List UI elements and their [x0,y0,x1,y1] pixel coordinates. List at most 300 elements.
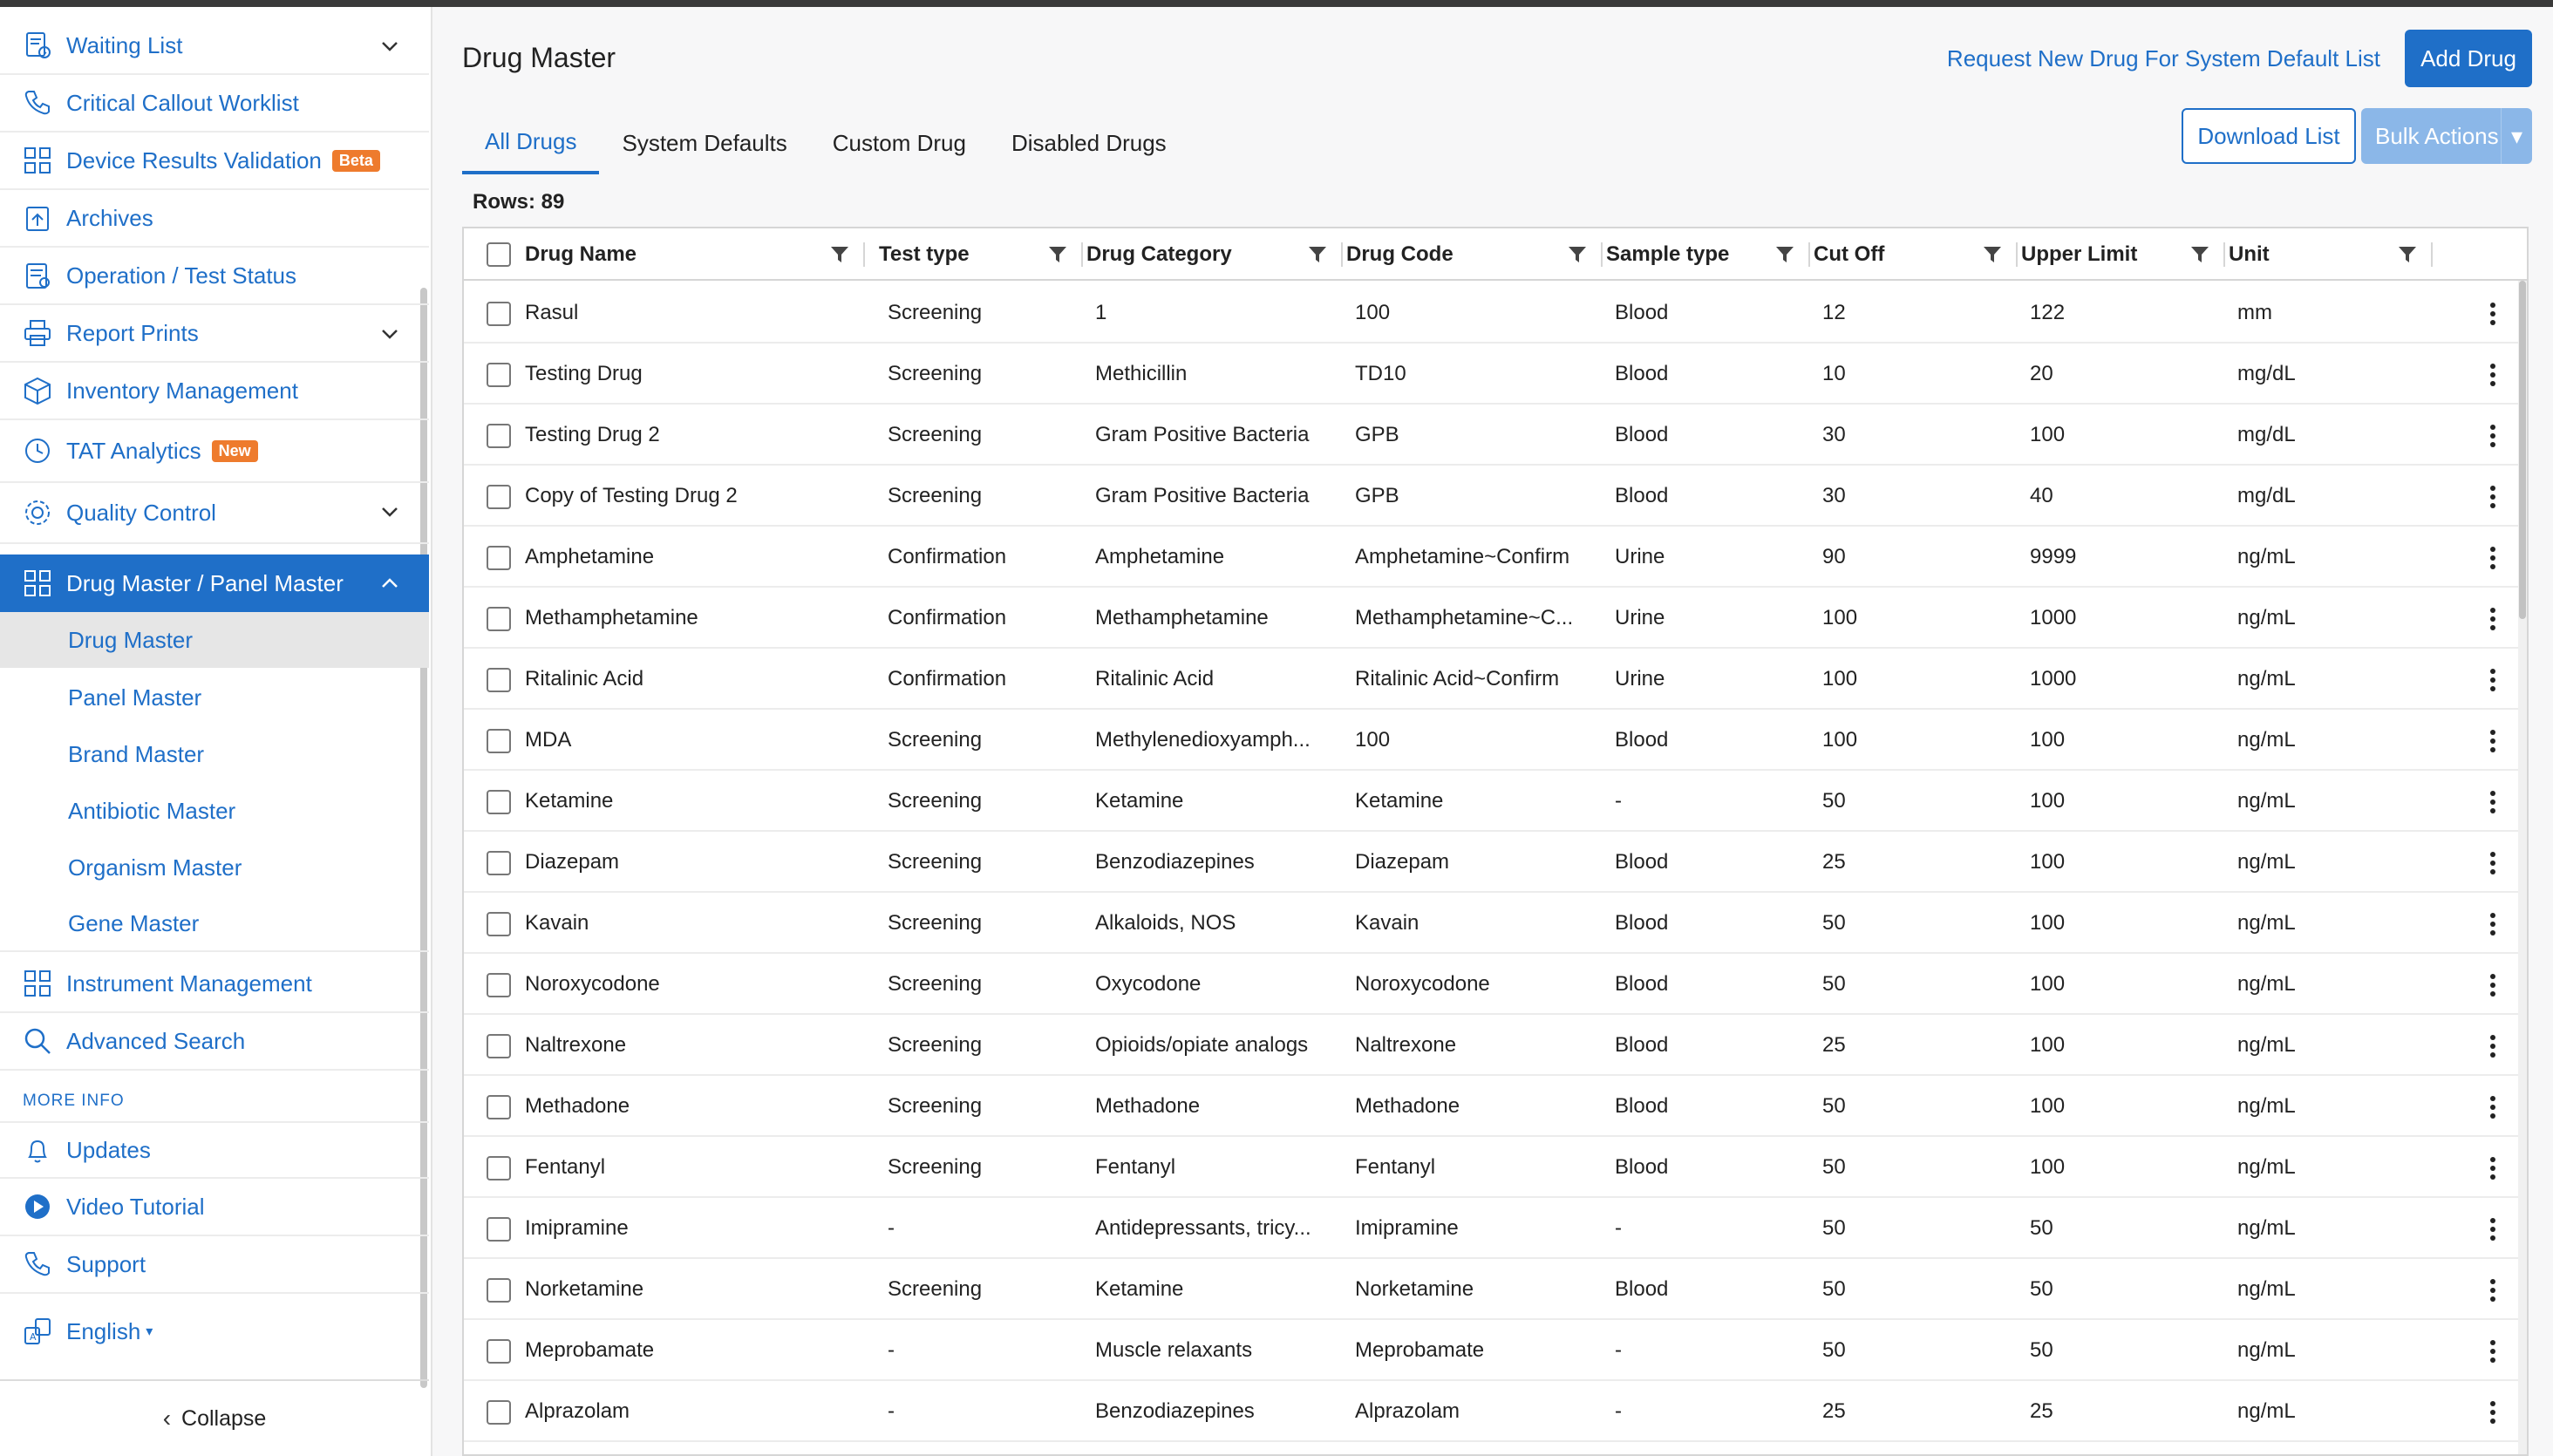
row-checkbox[interactable] [487,1034,511,1058]
more-actions-icon[interactable] [2488,912,2497,936]
table-cell: 50 [1822,1094,1846,1118]
table-cell: - [1615,1399,1622,1423]
more-actions-icon[interactable] [2488,1278,2497,1303]
sidebar-subitem-label: Antibiotic Master [68,797,236,824]
row-checkbox[interactable] [487,1217,511,1242]
column-header[interactable] [1606,228,1807,281]
column-separator[interactable] [1808,242,1810,267]
table-cell: Ritalinic Acid [525,667,644,691]
sidebar-item-label: Device Results Validation [66,146,322,173]
column-header-label: Sample type [1606,242,1730,266]
table-cell: Alkaloids, NOS [1095,911,1236,935]
table-cell: Naltrexone [525,1033,627,1057]
table-cell: 50 [2030,1277,2053,1301]
row-checkbox[interactable] [487,851,511,875]
table-cell: Copy of Testing Drug 2 [525,484,738,507]
column-header-label: Drug Code [1346,242,1454,266]
grid-icon [19,965,56,1002]
table-cell: Ritalinic Acid [1095,667,1215,691]
table-cell: Ritalinic Acid~Confirm [1355,667,1560,691]
top-bar [0,0,2553,7]
table-cell: 12 [1822,301,1846,324]
table-cell: 100 [2030,423,2066,446]
table-cell: TD10 [1355,362,1406,385]
table-cell: 50 [1822,789,1846,813]
sidebar-item-instrument-management[interactable] [0,956,429,1013]
sidebar-item-label: Report Prints [66,319,199,346]
table-cell: Blood [1615,728,1669,752]
row-checkbox[interactable] [487,1278,511,1303]
collapse-label: Collapse [181,1405,267,1431]
column-header[interactable] [1814,228,2014,281]
table-cell: 50 [1822,1277,1846,1301]
table-cell: Screening [888,362,983,385]
filter-icon[interactable] [1775,246,1794,263]
more-actions-icon[interactable] [2488,729,2497,753]
table-row[interactable] [464,405,2527,466]
table-cell: 9999 [2030,545,2077,568]
column-header[interactable] [525,228,861,281]
table-cell: 100 [2030,789,2066,813]
download-list-button[interactable]: Download List [2182,108,2356,164]
table-cell: mg/dL [2237,362,2296,385]
rows-count: Rows: 89 [473,190,565,214]
table-cell: 1000 [2030,667,2077,691]
table-cell: 20 [2030,362,2053,385]
table-cell: ng/mL [2237,1277,2296,1301]
table-row[interactable] [464,282,2527,344]
filter-icon[interactable] [2190,246,2209,263]
row-checkbox[interactable] [487,302,511,326]
archive-icon [19,200,56,236]
column-separator[interactable] [2431,242,2433,267]
sidebar-item-advanced-search[interactable] [0,1013,429,1071]
table-cell: Diazepam [525,850,620,874]
table-cell: 50 [1822,1216,1846,1240]
table-cell: Screening [888,1155,983,1179]
table-cell: Diazepam [1355,850,1450,874]
chevron-up-icon[interactable] [377,570,403,596]
page-title: Drug Master [462,42,616,73]
table-cell: 25 [2030,1399,2053,1423]
row-checkbox[interactable] [487,790,511,814]
table-cell: Amphetamine [525,545,655,568]
table-cell: ng/mL [2237,972,2296,996]
sidebar-item-label: Operation / Test Status [66,262,296,289]
table-cell: Screening [888,911,983,935]
column-header[interactable] [879,228,1079,281]
table-cell: 100 [1822,728,1858,752]
beta-badge: Beta [332,150,380,172]
sidebar-item-label: TAT Analytics [66,437,201,464]
table-cell: Norketamine [525,1277,644,1301]
table-row[interactable] [464,1320,2527,1381]
table-cell: 100 [2030,728,2066,752]
column-header-label: Test type [879,242,970,266]
table-cell: Screening [888,972,983,996]
table-cell: Benzodiazepines [1095,1399,1255,1423]
search-icon [19,1023,56,1059]
table-cell: 100 [1355,728,1391,752]
row-checkbox[interactable] [487,1156,511,1180]
caret-down-icon: ▾ [146,1324,153,1339]
bell-icon [19,1132,56,1168]
table-cell: Methylenedioxyamph... [1095,728,1311,752]
table-cell: Meprobamate [1355,1338,1485,1362]
phone-icon [19,85,56,121]
row-checkbox[interactable] [487,1400,511,1425]
column-header-label: Drug Name [525,242,637,266]
table-cell: GPB [1355,423,1399,446]
clipboard-icon [19,257,56,294]
table-cell: 100 [2030,850,2066,874]
table-row[interactable] [464,832,2527,893]
table-cell: ng/mL [2237,1094,2296,1118]
table-cell: GPB [1355,484,1399,507]
table-cell: Amphetamine [1095,545,1225,568]
table-cell: Amphetamine~Confirm [1355,545,1570,568]
sidebar-item-tat-analytics[interactable] [0,420,429,483]
grid-icon [19,565,56,602]
column-separator[interactable] [863,242,865,267]
table-cell: 50 [2030,1216,2053,1240]
column-header-label: Drug Category [1086,242,1232,266]
more-actions-icon[interactable] [2488,668,2497,692]
table-cell: Screening [888,1277,983,1301]
sidebar-item-label: Critical Callout Worklist [66,89,299,116]
table-cell: Screening [888,484,983,507]
select-all-checkbox[interactable] [487,242,511,267]
sidebar-item-updates[interactable] [0,1121,429,1179]
table-cell: Noroxycodone [1355,972,1490,996]
sidebar-item-label: Instrument Management [66,970,312,997]
table-cell: Testing Drug [525,362,643,385]
table-cell: 100 [2030,1155,2066,1179]
more-actions-icon[interactable] [2488,607,2497,631]
more-actions-icon[interactable] [2488,851,2497,875]
more-actions-icon[interactable] [2488,1156,2497,1180]
column-separator[interactable] [1341,242,1343,267]
sidebar-subitem-label: Brand Master [68,740,205,767]
table-cell: Fentanyl [1355,1155,1436,1179]
table-row[interactable] [464,1076,2527,1137]
more-actions-icon[interactable] [2488,424,2497,448]
chevron-down-icon[interactable] [377,499,403,525]
table-cell: Kavain [525,911,589,935]
more-info-label: MORE INFO [23,1092,125,1110]
table-cell: Methamphetamine~C... [1355,606,1574,629]
table-cell: Blood [1615,423,1669,446]
table-cell: 50 [1822,1338,1846,1362]
column-header[interactable] [1086,228,1339,281]
sidebar-item-label: Quality Control [66,499,216,526]
more-actions-icon[interactable] [2488,1339,2497,1364]
table-cell: 100 [1822,667,1858,691]
gear-icon [19,494,56,531]
column-separator[interactable] [1601,242,1603,267]
table-cell: ng/mL [2237,1155,2296,1179]
table-cell: Screening [888,728,983,752]
bulk-actions-label: Bulk Actions [2375,122,2499,149]
table-cell: Blood [1615,1094,1669,1118]
table-cell: ng/mL [2237,1216,2296,1240]
table-cell: Meprobamate [525,1338,655,1362]
table-cell: 1 [1095,301,1107,324]
table-cell: Norketamine [1355,1277,1474,1301]
table-row[interactable] [464,710,2527,771]
row-checkbox[interactable] [487,973,511,997]
table-cell: Gram Positive Bacteria [1095,484,1310,507]
sidebar-item-drug-master[interactable] [0,555,429,612]
sidebar-item-waiting-list[interactable] [0,17,429,75]
filter-icon[interactable] [1308,246,1327,263]
row-checkbox[interactable] [487,1339,511,1364]
table-cell: ng/mL [2237,911,2296,935]
request-new-drug-link[interactable]: Request New Drug For System Default List [1946,45,2380,71]
sidebar-subitem-drug-master[interactable] [0,612,429,668]
column-separator[interactable] [2223,242,2225,267]
table-cell: Naltrexone [1355,1033,1457,1057]
table-cell: - [888,1216,895,1240]
row-checkbox[interactable] [487,363,511,387]
table-cell: 25 [1822,1033,1846,1057]
more-actions-icon[interactable] [2488,790,2497,814]
more-actions-icon[interactable] [2488,1217,2497,1242]
table-cell: Blood [1615,301,1669,324]
table-cell: ng/mL [2237,545,2296,568]
table-cell: Benzodiazepines [1095,850,1255,874]
table-cell: 50 [1822,911,1846,935]
clock-icon [19,432,56,469]
table-header [464,228,2527,281]
table-cell: Alprazolam [1355,1399,1460,1423]
table-cell: Antidepressants, tricy... [1095,1216,1311,1240]
table-cell: Fentanyl [525,1155,606,1179]
table-scrollbar[interactable] [2518,281,2527,1456]
table-row[interactable] [464,1381,2527,1442]
table-cell: 25 [1822,1399,1846,1423]
table-cell: Confirmation [888,545,1007,568]
sidebar-subitem-label: Organism Master [68,854,242,881]
table-row[interactable] [464,344,2527,405]
table-row[interactable] [464,649,2527,710]
sidebar-subitem-antibiotic-master[interactable] [0,783,429,839]
sidebar-item-archives[interactable] [0,190,429,248]
table-row[interactable] [464,893,2527,954]
table-cell: 100 [1822,606,1858,629]
table-cell: 100 [2030,1094,2066,1118]
main-content [434,7,2553,1456]
table-cell: Alprazolam [525,1399,630,1423]
column-separator[interactable] [1081,242,1083,267]
table-cell: ng/mL [2237,1033,2296,1057]
column-header-label: Unit [2229,242,2270,266]
table-cell: ng/mL [2237,1399,2296,1423]
play-icon [19,1188,56,1225]
sidebar-item-label: Advanced Search [66,1027,246,1054]
column-header-label: Cut Off [1814,242,1885,266]
table-cell: Blood [1615,911,1669,935]
table-cell: ng/mL [2237,667,2296,691]
table-cell: Rasul [525,301,579,324]
table-cell: Imipramine [525,1216,629,1240]
filter-icon[interactable] [2398,246,2417,263]
add-drug-button[interactable]: Add Drug [2405,30,2532,87]
table-cell: ng/mL [2237,850,2296,874]
tab-all-drugs[interactable]: All Drugs [462,112,599,174]
filter-icon[interactable] [1048,246,1067,263]
table-cell: mg/dL [2237,484,2296,507]
chevron-left-icon: ‹ [162,1405,172,1432]
row-checkbox[interactable] [487,729,511,753]
language-selector[interactable] [0,1303,429,1360]
tab-system-defaults[interactable]: System Defaults [622,129,787,156]
column-header-label: Upper Limit [2021,242,2138,266]
table-cell: ng/mL [2237,606,2296,629]
row-checkbox[interactable] [487,424,511,448]
column-header[interactable] [2229,228,2429,281]
table-cell: Methadone [1095,1094,1201,1118]
table-row[interactable] [464,1015,2527,1076]
table-cell: Urine [1615,667,1665,691]
tab-disabled-drugs[interactable]: Disabled Drugs [1011,129,1167,156]
table-row[interactable] [464,527,2527,588]
sidebar-item-support[interactable] [0,1236,429,1294]
filter-icon[interactable] [1568,246,1587,263]
table-cell: Noroxycodone [525,972,660,996]
table-cell: - [1615,789,1622,813]
table-cell: Imipramine [1355,1216,1459,1240]
table-cell: - [1615,1338,1622,1362]
table-cell: Urine [1615,606,1665,629]
svg-text:A: A [30,1331,37,1343]
table-cell: Methadone [1355,1094,1460,1118]
grid-icon [19,142,56,179]
column-header[interactable] [1346,228,1599,281]
more-actions-icon[interactable] [2488,1095,2497,1119]
filter-icon[interactable] [830,246,849,263]
table-cell: 100 [2030,911,2066,935]
filter-icon[interactable] [1983,246,2002,263]
tab-custom-drug[interactable]: Custom Drug [832,129,966,156]
row-checkbox[interactable] [487,1095,511,1119]
table-row[interactable] [464,771,2527,832]
table-cell: Blood [1615,1033,1669,1057]
table-cell: Screening [888,1094,983,1118]
more-actions-icon[interactable] [2488,485,2497,509]
box-icon [19,372,56,409]
table-row[interactable] [464,588,2527,649]
table-cell: Kavain [1355,911,1419,935]
table-cell: Oxycodone [1095,972,1202,996]
table-row[interactable] [464,1259,2527,1320]
table-cell: Confirmation [888,606,1007,629]
sidebar-item-label: Waiting List [66,31,183,58]
column-header[interactable] [2021,228,2222,281]
sidebar-subitem-panel-master[interactable] [0,670,429,725]
table-cell: mm [2237,301,2272,324]
chevron-down-icon[interactable] [377,321,403,347]
sidebar-item-report-prints[interactable] [0,305,429,363]
row-checkbox[interactable] [487,912,511,936]
row-checkbox[interactable] [487,546,511,570]
sidebar-item-inventory[interactable] [0,363,429,420]
table-row[interactable] [464,1198,2527,1259]
dropdown-caret-icon[interactable]: ▾ [2501,108,2532,164]
drug-table [462,227,2529,1456]
table-cell: - [888,1399,895,1423]
table-cell: 50 [2030,1338,2053,1362]
table-cell: 30 [1822,484,1846,507]
sidebar-subitem-organism-master[interactable] [0,840,429,895]
sidebar-subitem-label: Panel Master [68,684,202,711]
sidebar-item-operation-status[interactable] [0,248,429,305]
new-badge: New [212,440,258,462]
scroll-thumb[interactable] [2519,281,2526,619]
more-actions-icon[interactable] [2488,1034,2497,1058]
sidebar-subitem-brand-master[interactable] [0,726,429,782]
sidebar-subitem-gene-master[interactable] [0,896,429,952]
more-actions-icon[interactable] [2488,363,2497,387]
sidebar-item-video-tutorial[interactable] [0,1179,429,1236]
table-cell: Opioids/opiate analogs [1095,1033,1309,1057]
table-cell: 122 [2030,301,2066,324]
table-cell: - [888,1338,895,1362]
table-cell: 100 [2030,972,2066,996]
table-cell: 1000 [2030,606,2077,629]
table-cell: Blood [1615,484,1669,507]
sidebar-item-label: Video Tutorial [66,1193,205,1220]
sidebar [0,7,432,1456]
sidebar-item-critical-callout[interactable] [0,75,429,133]
row-checkbox[interactable] [487,607,511,631]
table-cell: mg/dL [2237,423,2296,446]
collapse-button[interactable] [0,1379,429,1456]
table-cell: Screening [888,1033,983,1057]
table-cell: Confirmation [888,667,1007,691]
table-cell: Blood [1615,850,1669,874]
more-actions-icon[interactable] [2488,546,2497,570]
table-cell: Testing Drug 2 [525,423,660,446]
more-actions-icon[interactable] [2488,1400,2497,1425]
row-checkbox[interactable] [487,668,511,692]
table-cell: Blood [1615,1155,1669,1179]
sidebar-item-device-results[interactable] [0,133,429,190]
column-separator[interactable] [2016,242,2018,267]
table-cell: Methicillin [1095,362,1188,385]
bulk-actions-button[interactable] [2361,108,2532,164]
table-row[interactable] [464,1137,2527,1198]
table-cell: Gram Positive Bacteria [1095,423,1310,446]
chevron-down-icon[interactable] [377,33,403,59]
language-label: English [66,1317,141,1344]
sidebar-subitem-label: Gene Master [68,909,200,936]
sidebar-item-label: Archives [66,204,153,231]
table-row[interactable] [464,954,2527,1015]
table-cell: Muscle relaxants [1095,1338,1253,1362]
row-checkbox[interactable] [487,485,511,509]
printer-icon [19,315,56,351]
sidebar-item-quality-control[interactable] [0,483,429,544]
table-row[interactable] [464,466,2527,527]
more-actions-icon[interactable] [2488,973,2497,997]
table-cell: 90 [1822,545,1846,568]
sidebar-item-label: Updates [66,1136,151,1163]
sidebar-item-label: Drug Master / Panel Master [66,569,344,596]
table-cell: 10 [1822,362,1846,385]
table-cell: ng/mL [2237,728,2296,752]
more-actions-icon[interactable] [2488,302,2497,326]
